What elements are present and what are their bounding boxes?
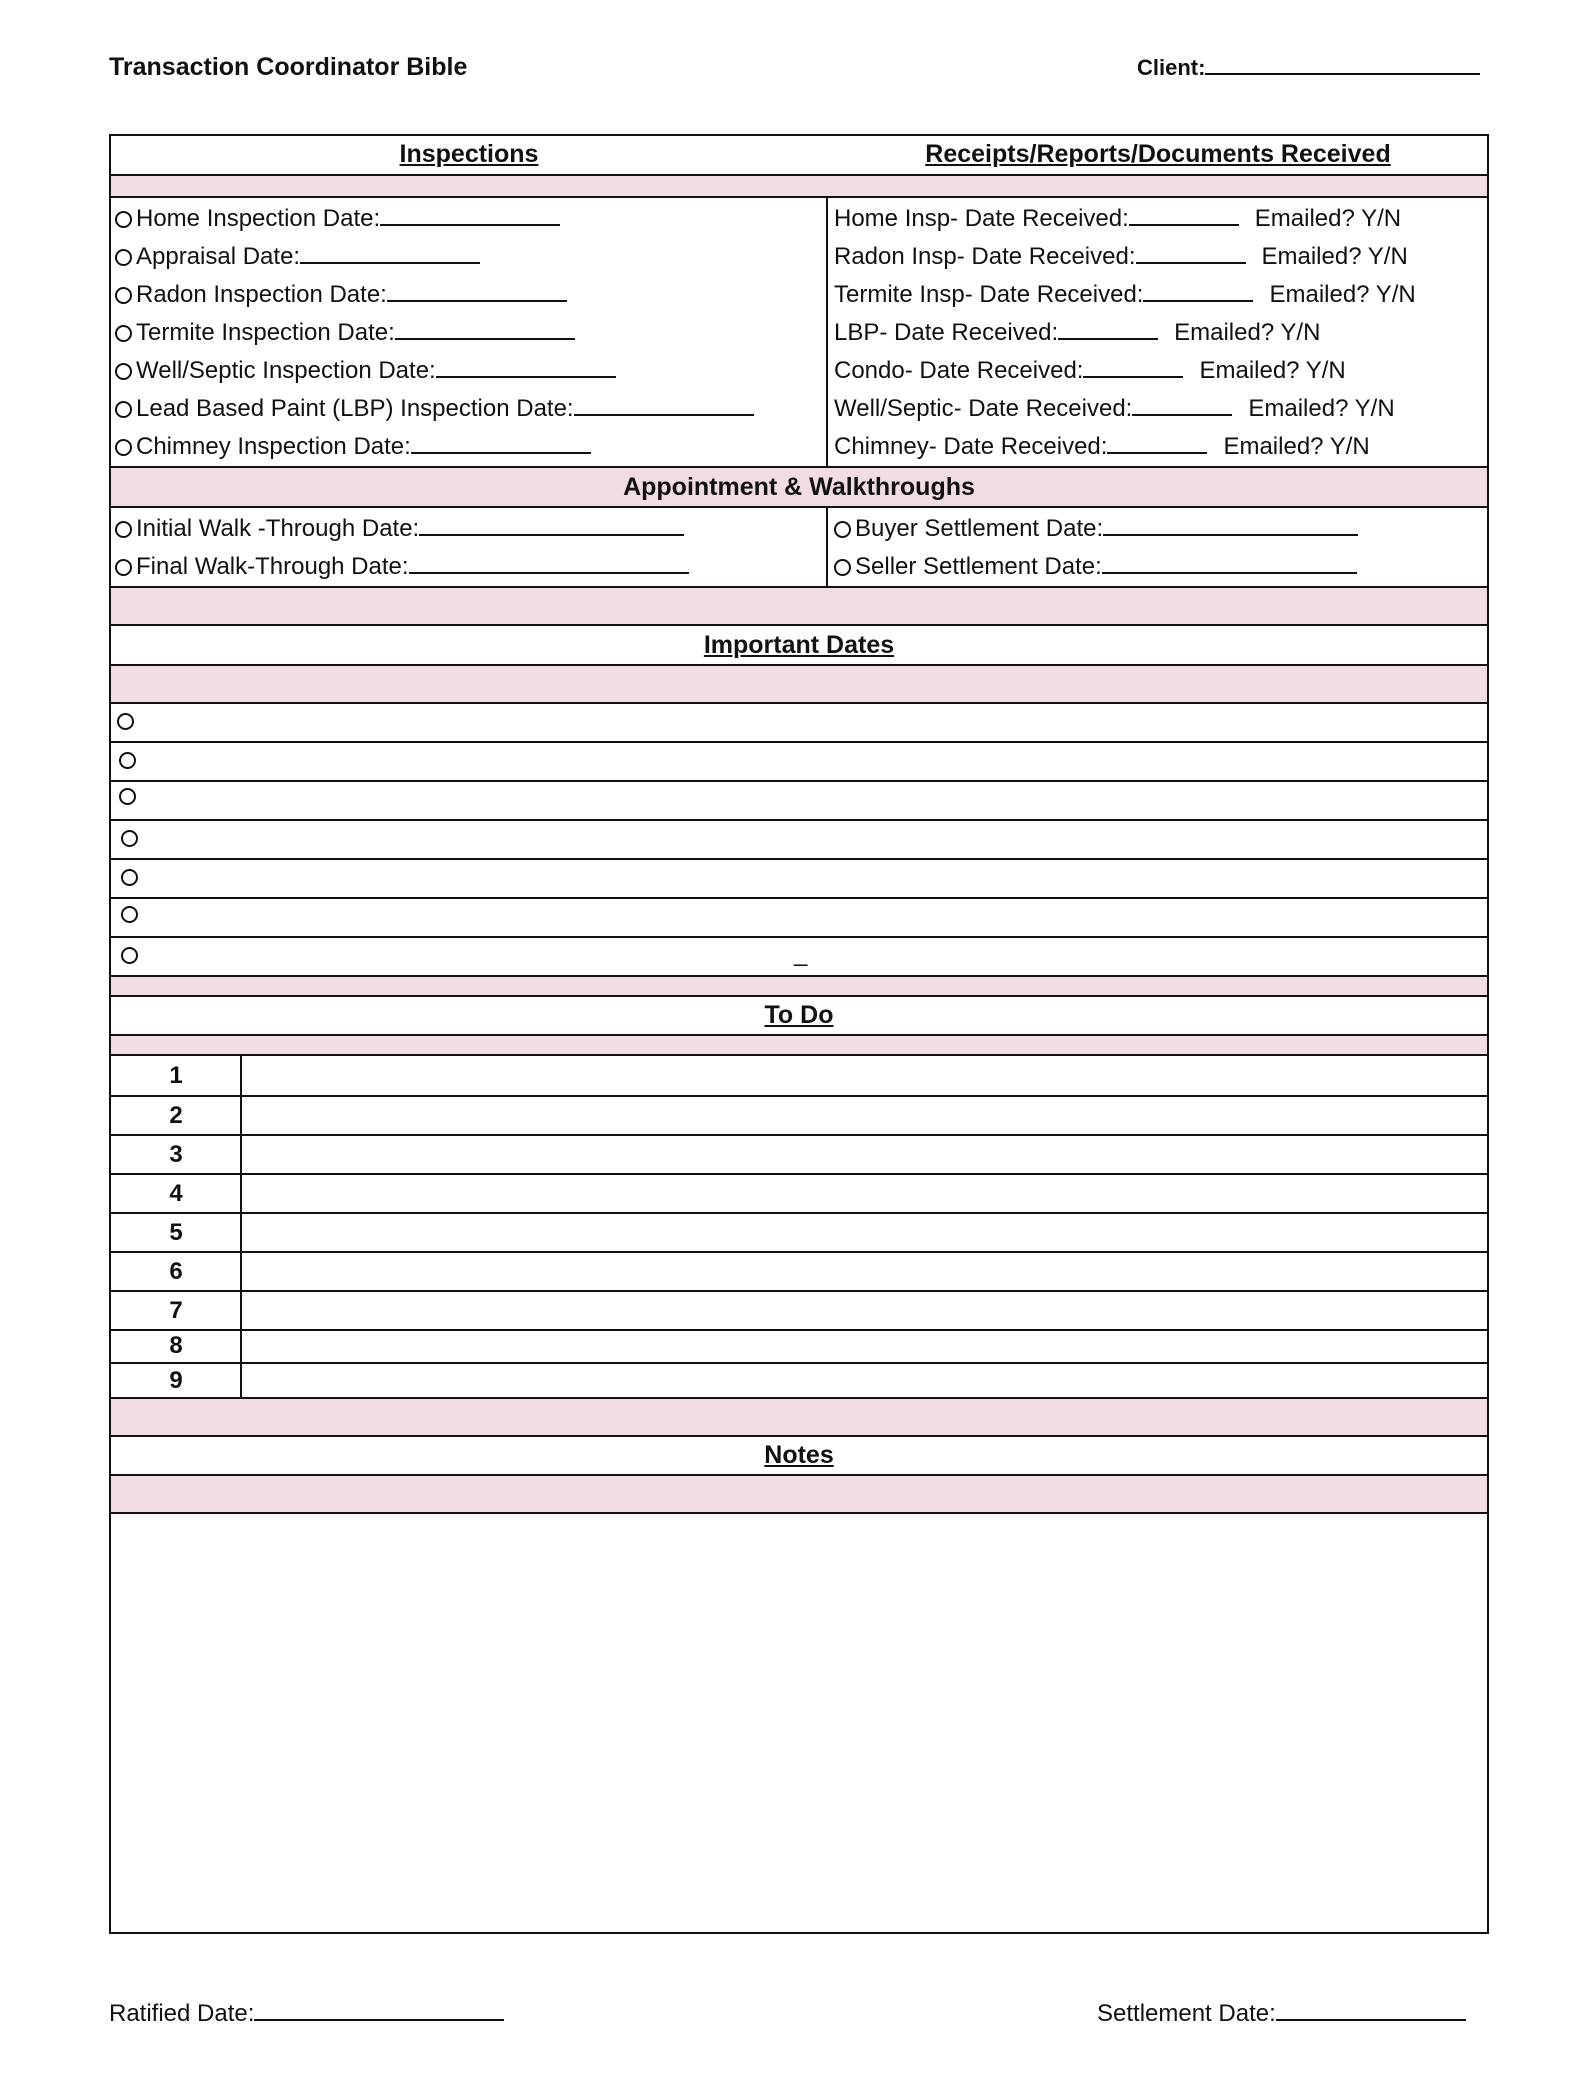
todo-row[interactable]: 1 (169, 1062, 183, 1089)
important-date-row[interactable] (111, 897, 1487, 936)
todo-row[interactable]: 8 (111, 1329, 1487, 1362)
receipt-item-well-septic[interactable]: Well/Septic- Date Received: Emailed? Y/N (834, 395, 1395, 422)
receipt-item-termite[interactable]: Termite Insp- Date Received: Emailed? Y/N (834, 281, 1416, 308)
important-dates-heading: Important Dates (703, 631, 895, 659)
pink-band (111, 975, 1487, 995)
todo-row[interactable]: 2 (111, 1095, 1487, 1134)
appointments-body (111, 506, 1487, 586)
inspection-item-home[interactable]: Home Inspection Date: (115, 204, 560, 234)
initial-walkthrough-item[interactable]: Initial Walk -Through Date: (115, 514, 684, 544)
radio-circle-icon[interactable] (121, 869, 138, 886)
inspection-item-termite[interactable]: Termite Inspection Date: (115, 318, 575, 348)
important-date-row[interactable] (111, 858, 1487, 897)
receipt-item-chimney[interactable]: Chimney- Date Received: Emailed? Y/N (834, 433, 1370, 460)
todo-table (111, 1054, 1487, 1397)
inspection-item-radon[interactable]: Radon Inspection Date: (115, 280, 567, 310)
important-date-row[interactable] (111, 780, 1487, 819)
radio-circle-icon[interactable] (115, 211, 132, 228)
radio-circle-icon[interactable] (834, 559, 851, 576)
pink-band (111, 1034, 1487, 1054)
radio-circle-icon[interactable] (115, 439, 132, 456)
inspection-item-well-septic[interactable]: Well/Septic Inspection Date: (115, 356, 616, 386)
pink-band (111, 1397, 1487, 1435)
receipt-item-home[interactable]: Home Insp- Date Received: Emailed? Y/N (834, 205, 1402, 232)
settlement-date-field[interactable] (1097, 2000, 1466, 2028)
pink-band (111, 1474, 1487, 1512)
notes-header-row (111, 1435, 1487, 1474)
important-date-row[interactable] (111, 936, 1487, 975)
seller-settlement-item[interactable]: Seller Settlement Date: (834, 552, 1357, 582)
section-headers-row (111, 136, 1487, 174)
todo-heading: To Do (764, 1001, 834, 1029)
todo-row[interactable]: 4 (111, 1173, 1487, 1212)
pink-band (111, 174, 1487, 196)
form-sheet (109, 134, 1489, 1934)
radio-circle-icon[interactable] (115, 521, 132, 538)
appointments-heading: Appointment & Walkthroughs (623, 473, 975, 501)
inspections-heading: Inspections (399, 140, 539, 168)
final-walkthrough-item[interactable]: Final Walk-Through Date: (115, 552, 689, 582)
receipt-item-radon[interactable]: Radon Insp- Date Received: Emailed? Y/N (834, 243, 1408, 270)
notes-heading: Notes (764, 1441, 834, 1469)
todo-row[interactable]: 9 (111, 1362, 1487, 1399)
radio-circle-icon[interactable] (119, 752, 136, 769)
todo-row[interactable]: 3 (111, 1134, 1487, 1173)
ratified-date-label: Ratified Date: (109, 2000, 255, 2027)
notes-area[interactable] (111, 1512, 1487, 1934)
pink-band (111, 586, 1487, 624)
important-date-row[interactable] (111, 819, 1487, 858)
radio-circle-icon[interactable] (115, 325, 132, 342)
column-divider (826, 508, 828, 588)
receipt-item-condo[interactable]: Condo- Date Received: Emailed? Y/N (834, 357, 1346, 384)
settlement-date-label: Settlement Date: (1097, 2000, 1276, 2027)
radio-circle-icon[interactable] (121, 830, 138, 847)
appointments-header-row (111, 466, 1487, 506)
todo-header-row (111, 995, 1487, 1034)
radio-circle-icon[interactable] (117, 713, 134, 730)
radio-circle-icon[interactable] (115, 363, 132, 380)
inspection-item-chimney[interactable]: Chimney Inspection Date: (115, 432, 591, 462)
inspections-body (111, 196, 1487, 466)
radio-circle-icon[interactable] (115, 559, 132, 576)
receipt-item-lbp[interactable]: LBP- Date Received: Emailed? Y/N (834, 319, 1321, 346)
todo-row[interactable]: 7 (111, 1290, 1487, 1329)
buyer-settlement-item[interactable]: Buyer Settlement Date: (834, 514, 1358, 544)
radio-circle-icon[interactable] (121, 947, 138, 964)
inspection-item-appraisal[interactable]: Appraisal Date: (115, 242, 480, 272)
ratified-date-field[interactable] (109, 2000, 504, 2028)
important-date-row[interactable] (111, 741, 1487, 780)
client-field[interactable] (1137, 55, 1480, 81)
pink-band (111, 664, 1487, 702)
column-divider (826, 198, 828, 468)
stray-underscore: _ (794, 940, 808, 967)
radio-circle-icon[interactable] (834, 521, 851, 538)
radio-circle-icon[interactable] (121, 906, 138, 923)
todo-row[interactable]: 5 (111, 1212, 1487, 1251)
important-dates-header-row (111, 624, 1487, 664)
page-title: Transaction Coordinator Bible (109, 53, 468, 81)
radio-circle-icon[interactable] (115, 249, 132, 266)
radio-circle-icon[interactable] (115, 401, 132, 418)
client-label: Client: (1137, 55, 1206, 80)
inspection-item-lbp[interactable]: Lead Based Paint (LBP) Inspection Date: (115, 394, 754, 424)
radio-circle-icon[interactable] (115, 287, 132, 304)
important-date-row[interactable] (111, 702, 1487, 741)
client-blank[interactable] (1205, 55, 1480, 75)
radio-circle-icon[interactable] (119, 788, 136, 805)
receipts-heading: Receipts/Reports/Documents Received (925, 140, 1391, 168)
todo-row[interactable]: 6 (111, 1251, 1487, 1290)
